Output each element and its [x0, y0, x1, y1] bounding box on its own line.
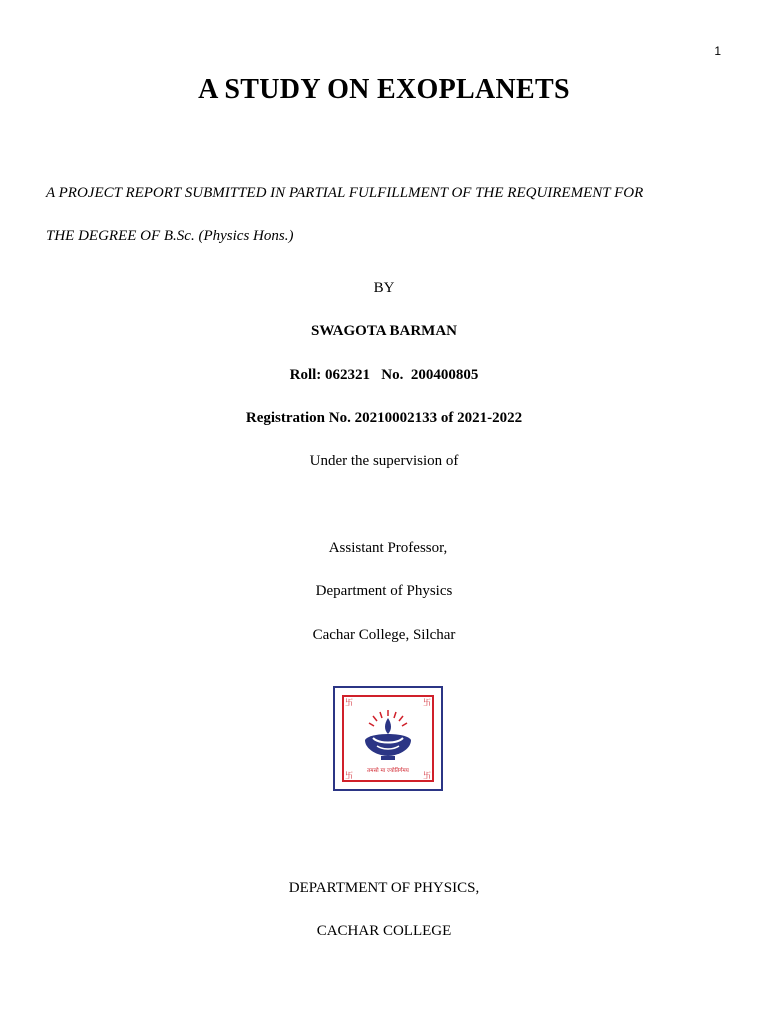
supervisor-college: Cachar College, Silchar	[312, 627, 456, 643]
supervisor-designation: Assistant Professor,	[328, 540, 448, 556]
author-name: SWAGOTA BARMAN	[311, 323, 457, 339]
svg-text:卐: 卐	[423, 698, 431, 707]
svg-text:卐: 卐	[345, 698, 353, 707]
footer-college: CACHAR COLLEGE	[316, 923, 452, 939]
supervision-label: Under the supervision of	[309, 453, 459, 469]
svg-text:卐: 卐	[423, 771, 431, 780]
supervisor-department: Department of Physics	[315, 583, 453, 599]
by-label: BY	[373, 280, 395, 296]
subtitle-line-1: A PROJECT REPORT SUBMITTED IN PARTIAL FULFILLMENT OF THE REQUIREMENT FOR	[46, 185, 644, 201]
page-title: A STUDY ON EXOPLANETS	[198, 74, 570, 105]
roll-number: Roll: 062321 No. 200400805	[289, 367, 479, 383]
footer-department: DEPARTMENT OF PHYSICS,	[288, 880, 480, 896]
subtitle-line-2: THE DEGREE OF B.Sc. (Physics Hons.)	[46, 228, 294, 244]
registration-number: Registration No. 20210002133 of 2021-2022	[245, 410, 523, 426]
page-number: 1	[714, 44, 721, 58]
logo-motto: तमसो मा ज्योतिर्गमय	[367, 768, 409, 774]
svg-text:卐: 卐	[345, 771, 353, 780]
college-lamp-emblem-icon	[335, 688, 441, 789]
college-logo	[333, 686, 443, 791]
